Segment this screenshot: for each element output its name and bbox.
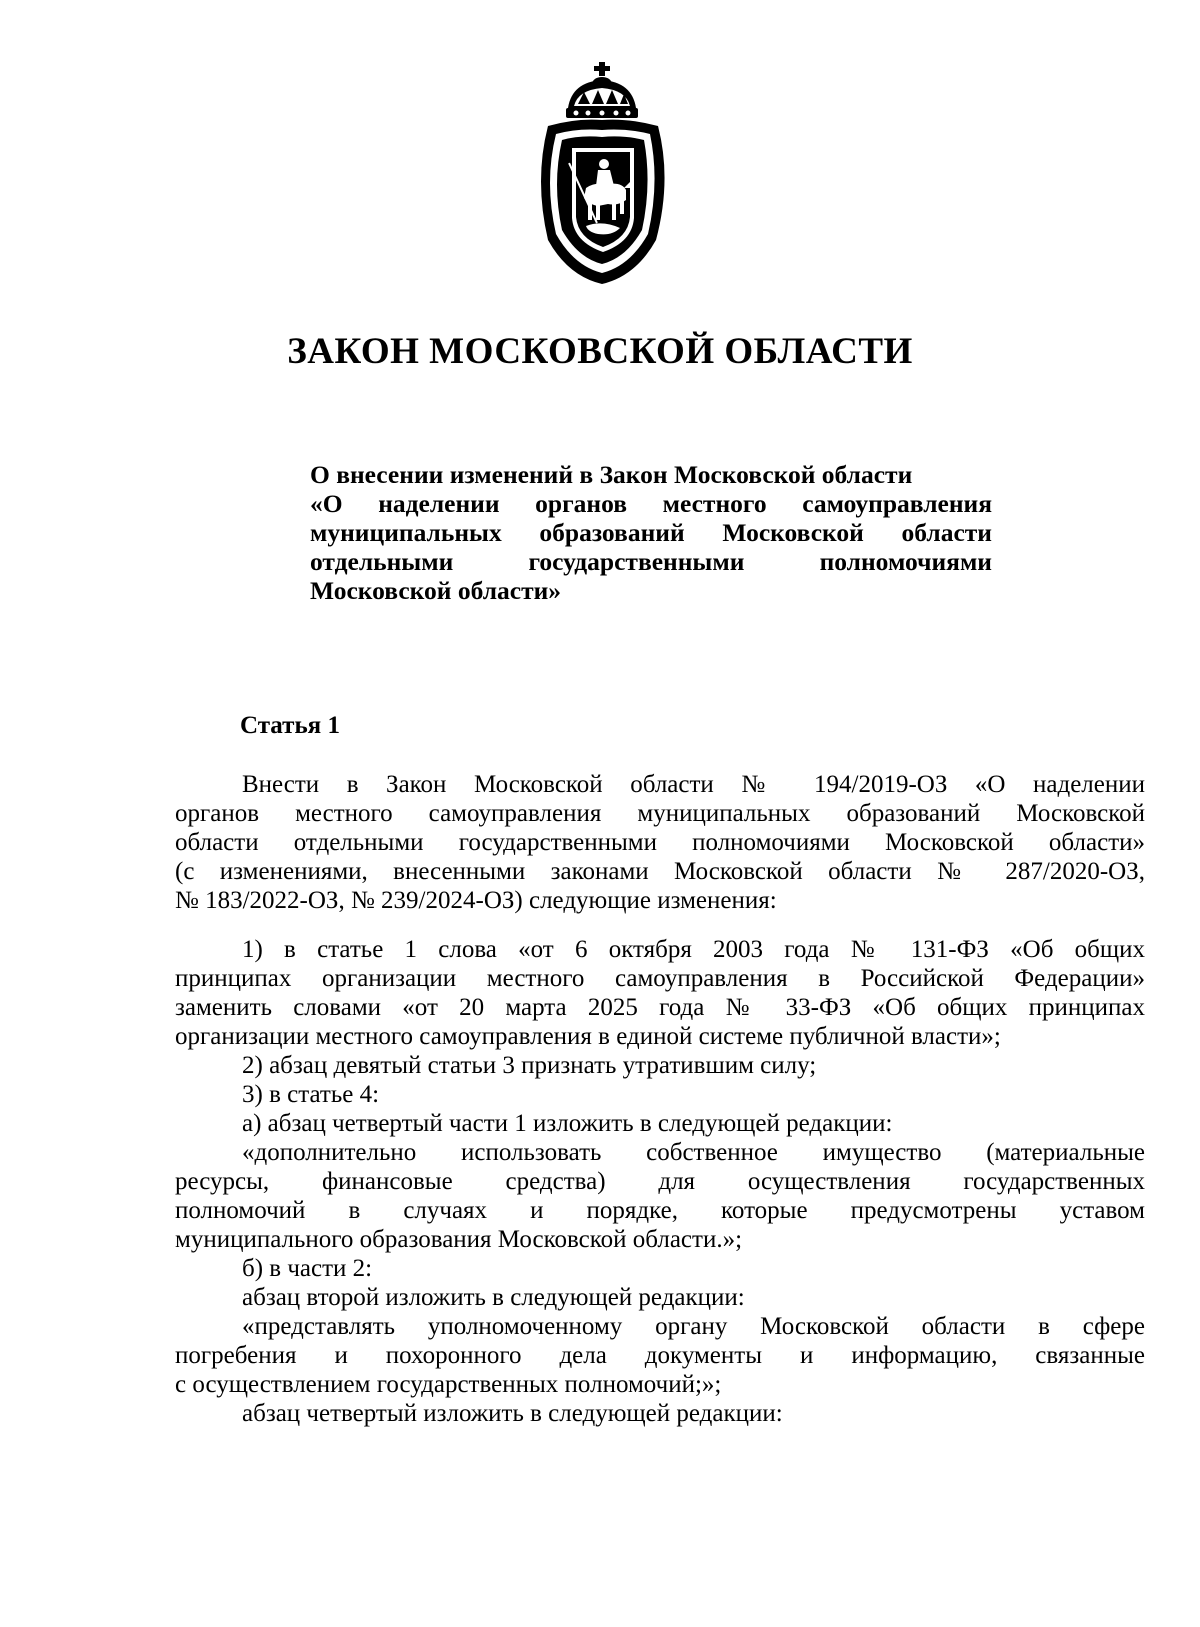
- text-line: органов местного самоуправления муниципальных образований Московской: [175, 800, 1145, 827]
- item-2: 2) абзац девятый статьи 3 признать утратившим силу;: [242, 1052, 817, 1079]
- subtitle-line: Московской области»: [310, 576, 562, 605]
- paragraph-intro: абзац второй изложить в следующей редакции:: [242, 1284, 745, 1311]
- text-line: погребения и похоронного дела документы и информацию, связанные: [175, 1342, 1145, 1369]
- text-line: муниципального образования Московской области.»;: [175, 1226, 743, 1253]
- article-items: [175, 935, 1145, 1428]
- text-line: № 183/2022-ОЗ, № 239/2024-ОЗ) следующие изменения:: [175, 887, 777, 914]
- text-line: области отдельными государственными полномочиями Московской области»: [175, 829, 1145, 856]
- text-line: «дополнительно использовать собственное имущество (материальные: [242, 1139, 1145, 1166]
- text-line: 1) в статье 1 слова «от 6 октября 2003 года № 131-ФЗ «Об общих: [242, 936, 1145, 963]
- article-heading: Статья 1: [240, 712, 340, 739]
- article-intro: [175, 770, 1145, 915]
- subtitle-line: отдельными государственными полномочиями: [310, 547, 992, 576]
- subtitle-line: муниципальных образований Московской области: [310, 518, 992, 547]
- item-3: 3) в статье 4:: [242, 1081, 380, 1108]
- paragraph-intro: абзац четвертый изложить в следующей редакции:: [242, 1400, 783, 1427]
- text-line: Внести в Закон Московской области № 194/2019-ОЗ «О наделении: [242, 771, 1145, 798]
- law-title: ЗАКОН МОСКОВСКОЙ ОБЛАСТИ: [287, 331, 913, 372]
- text-line: полномочий в случаях и порядке, которые предусмотрены уставом: [175, 1197, 1145, 1224]
- text-line: заменить словами «от 20 марта 2025 года № 33-ФЗ «Об общих принципах: [175, 994, 1145, 1021]
- item-3a: а) абзац четвертый части 1 изложить в следующей редакции:: [242, 1110, 893, 1137]
- text-line: с осуществлением государственных полномочий;»;: [175, 1371, 722, 1398]
- law-subtitle: [310, 460, 992, 605]
- subtitle-line: «О наделении органов местного самоуправления: [310, 489, 992, 518]
- text-line: (с изменениями, внесенными законами Московской области № 287/2020-ОЗ,: [175, 858, 1145, 885]
- text-line: «представлять уполномоченному органу Московской области в сфере: [242, 1313, 1145, 1340]
- text-line: организации местного самоуправления в единой системе публичной власти»;: [175, 1023, 1001, 1050]
- item-3b: б) в части 2:: [242, 1255, 373, 1282]
- coat-of-arms-icon: [528, 60, 678, 290]
- text-line: принципах организации местного самоуправления в Российской Федерации»: [175, 965, 1145, 992]
- subtitle-line: О внесении изменений в Закон Московской области: [310, 460, 913, 489]
- text-line: ресурсы, финансовые средства) для осуществления государственных: [175, 1168, 1145, 1195]
